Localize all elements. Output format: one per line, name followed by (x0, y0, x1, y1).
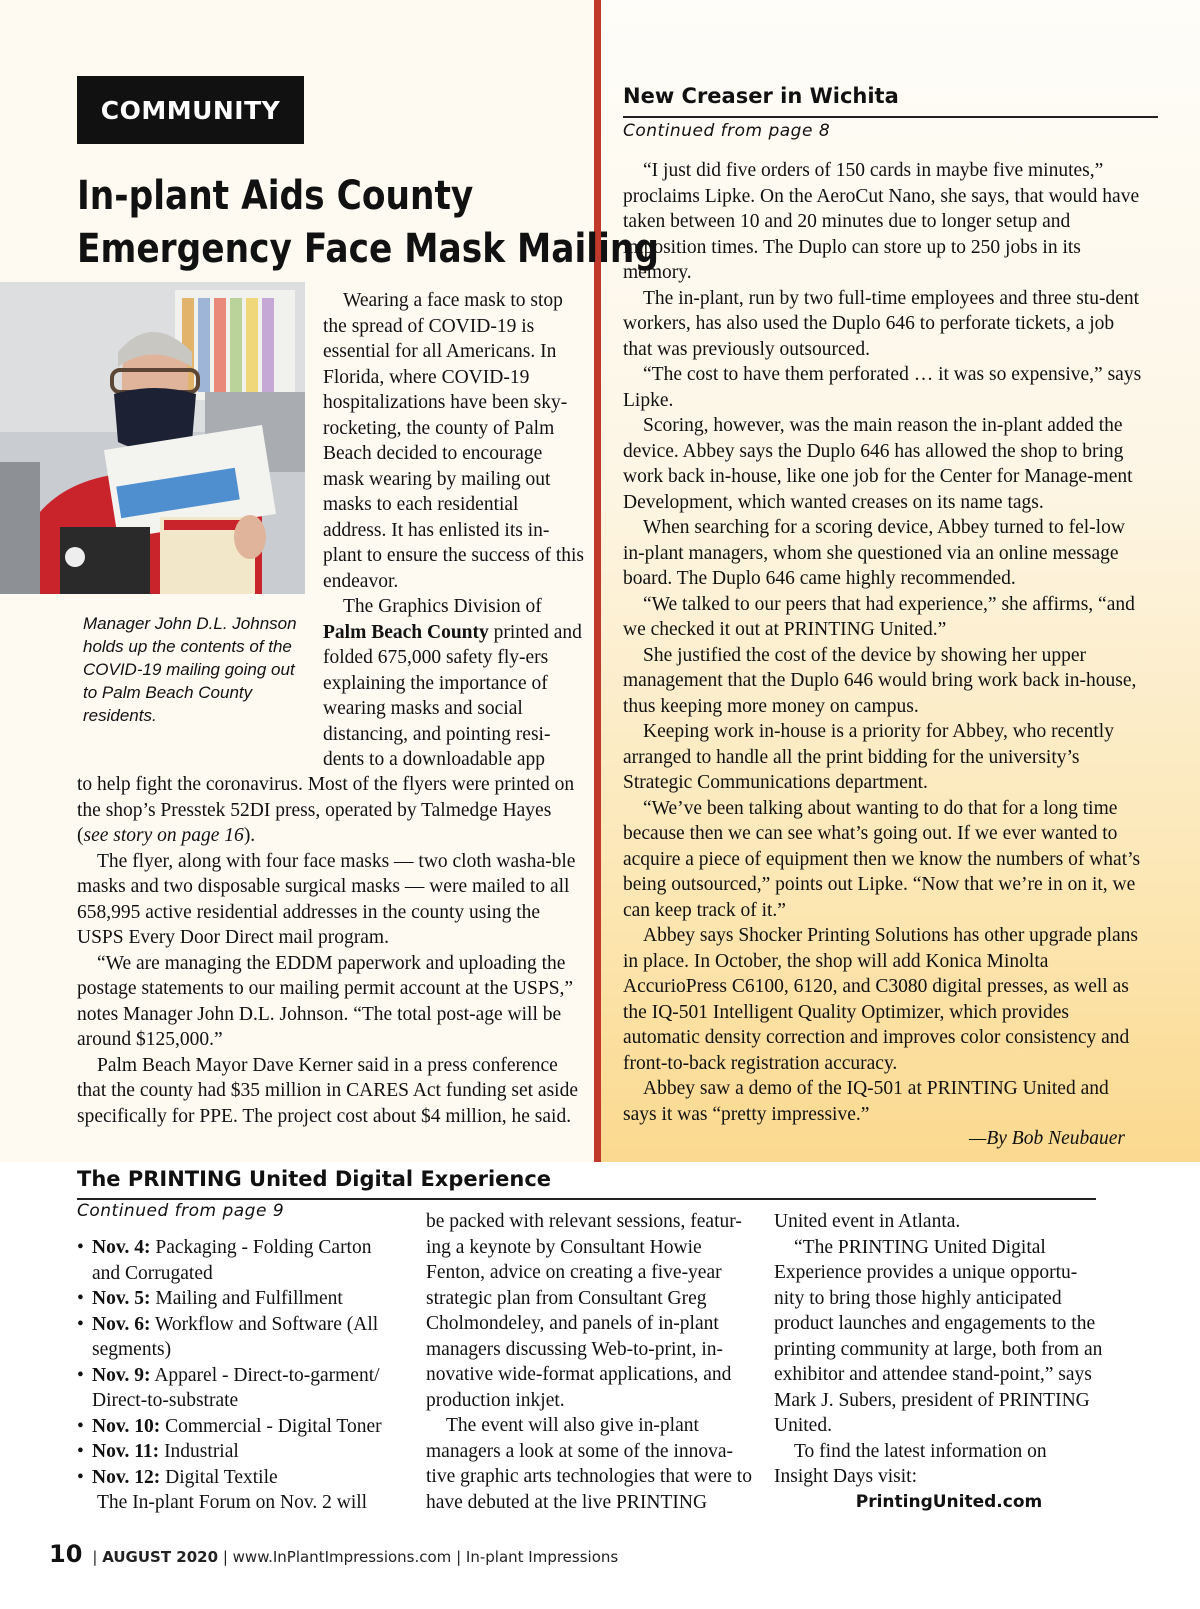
right-paragraph: The in-plant, run by two full-time employees and three stu-dent workers, has also used the Duplo 646 to perforate tickets, a job that was previously outsourced. (623, 287, 1140, 360)
right-headline-rule (623, 116, 1158, 118)
headline-line-1: In-plant Aids County (77, 173, 474, 219)
bottom-col2-paragraph-2: The event will also give in-plant managers a look at some of the innova-tive graphic arts technologies that were to have debuted at the live PRINTING (426, 1415, 752, 1513)
bottom-col3-paragraph-3: To find the latest information on Insight Days visit: (774, 1440, 1047, 1487)
paragraph-text: printed and folded 675,000 safety fly-ers explaining the importance of wearing masks and social distancing, and pointing resi-dents to a downloadable app (323, 621, 582, 770)
footer-separator: | (218, 1548, 233, 1566)
footer-separator: | (92, 1548, 103, 1566)
bottom-col3-paragraph-1: United event in Atlanta. (774, 1211, 961, 1232)
schedule-item (77, 1414, 399, 1440)
left-paragraph-2-continued (77, 772, 587, 849)
schedule-topic: Apparel - Direct-to-garment/ Direct-to-substrate (92, 1364, 380, 1411)
schedule-date: Nov. 4: (92, 1237, 151, 1258)
red-column-divider (594, 0, 601, 1162)
schedule-item (77, 1363, 399, 1414)
schedule-item (77, 1235, 399, 1286)
schedule-item (77, 1439, 399, 1465)
issue-date: AUGUST 2020 (102, 1548, 219, 1566)
section-label-box (77, 76, 304, 144)
schedule-topic: Mailing and Fulfillment (155, 1288, 343, 1309)
schedule-topic: Digital Textile (165, 1466, 278, 1488)
right-article-column (623, 158, 1143, 1127)
bottom-column-2 (426, 1209, 752, 1515)
schedule-topic: Commercial - Digital Toner (165, 1415, 382, 1437)
photo-illustration (0, 282, 305, 594)
schedule-date: Nov. 10: (92, 1415, 161, 1437)
left-paragraph-2 (323, 594, 585, 773)
left-article-headline (77, 170, 659, 276)
bottom-column-1 (77, 1235, 399, 1516)
left-article-intro-column (323, 288, 585, 773)
right-paragraph: “The cost to have them perforated … it was so expensive,” says Lipke. (623, 364, 1142, 411)
footer-text (92, 1548, 618, 1566)
right-paragraph: Keeping work in-house is a priority for Abbey, who recently arranged to handle all the print bidding for the university’s Strategic Communications department. (623, 721, 1114, 793)
bottom-article-headline: The PRINTING United Digital Experience (77, 1167, 552, 1191)
bottom-column-3 (774, 1209, 1104, 1515)
right-paragraph: Scoring, however, was the main reason the in-plant added the device. Abbey says the Duplo 646 has allowed the shop to bring work back in-house, like one job for the Center for Manage-ment Development, which wanted creases on its name tags. (623, 415, 1133, 513)
magazine-name: In-plant Impressions (465, 1548, 619, 1566)
right-continued-note: Continued from page 8 (623, 121, 831, 141)
bottom-col1-tail: The In-plant Forum on Nov. 2 will (97, 1492, 368, 1513)
right-paragraph: “I just did five orders of 150 cards in maybe five minutes,” proclaims Lipke. On the AeroCut Nano, she says, that would have taken between 10 and 20 minutes due to longer setup and imposition times. The Duplo can store up to 250 jobs in its memory. (623, 160, 1140, 283)
photo-caption: Manager John D.L. Johnson holds up the contents of the COVID-19 mailing going out to Palm Beach County residents. (83, 614, 297, 725)
right-paragraph: Abbey says Shocker Printing Solutions has other upgrade plans in place. In October, the shop will add Konica Minolta AccurioPress C6100, 6120, and C3080 digital presses, as well as the IQ-501 Intelligent Quality Optimizer, which provides automatic density correction and improves color consistency and front-to-back registration accuracy. (623, 925, 1139, 1074)
bottom-headline-rule (77, 1198, 1096, 1200)
printing-united-link[interactable]: PrintingUnited.com (855, 1491, 1043, 1512)
story-reference: see story on page 16 (83, 825, 244, 846)
page-number: 10 (49, 1540, 83, 1568)
schedule-date: Nov. 11: (92, 1441, 160, 1462)
paragraph-text: to help fight the coronavirus. Most of the flyers were printed on the shop’s Presstek 52DI press, operated by Talmedge Hayes ( (77, 774, 575, 846)
left-article-wide-column (77, 772, 587, 1129)
schedule-item (77, 1286, 399, 1312)
right-paragraph: When searching for a scoring device, Abbey turned to fel-low in-plant managers, whom she questioned via an online message board. The Duplo 646 came highly recommended. (623, 517, 1125, 589)
right-paragraph: “We’ve been talking about wanting to do that for a long time because then we can see what’s going out. If we ever wanted to acquire a piece of equipment then we know the numbers of what’s being outsourced,” points out Lipke. “Now that we’re in on it, we can keep track of it.” (623, 797, 1141, 921)
schedule-item (77, 1465, 399, 1491)
schedule-date: Nov. 12: (92, 1466, 161, 1488)
right-paragraph: “We talked to our peers that had experience,” she affirms, “and we checked it out at PRINTING United.” (623, 593, 1135, 640)
schedule-topic: Workflow and Software (All segments) (92, 1313, 379, 1360)
paragraph-text: ). (243, 825, 256, 846)
left-paragraph-4: “We are managing the EDDM paperwork and uploading the postage statements to our mailing permit account at the USPS,” notes Manager John D.L. Johnson. “The total post-age will be around $125,000.” (77, 952, 574, 1050)
paragraph-text: The Graphics Division of (343, 596, 542, 617)
right-paragraph: She justified the cost of the device by showing her upper management that the Duplo 646 would bring work back in-house, thus keeping more money on campus. (623, 644, 1137, 717)
left-paragraph-1: Wearing a face mask to stop the spread of COVID-19 is essential for all Americans. In Florida, where COVID-19 hospitalizations have been sky-rocketing, the county of Palm Beach decided to encourage mask wearing by mailing out masks to each residential address. It has enlisted its in-plant to ensure the success of this endeavor. (323, 290, 585, 592)
right-paragraph: Abbey saw a demo of the IQ-501 at PRINTING United and says it was “pretty impressive.” (623, 1078, 1109, 1125)
left-paragraph-5: Palm Beach Mayor Dave Kerner said in a press conference that the county had $35 million in CARES Act funding set aside specifically for PPE. The project cost about $4 million, he said. (77, 1054, 578, 1127)
bottom-col2-paragraph-1: be packed with relevant sessions, featur-ing a keynote by Consultant Howie Fenton, advice on creating a five-year strategic plan from Consultant Greg Cholmondeley, and panels of in-plant managers discussing Web-to-print, in-novative wide-format applications, and production inkjet. (426, 1211, 742, 1411)
schedule-topic: Packaging - Folding Carton and Corrugated (92, 1237, 372, 1284)
website-link[interactable]: www.InPlantImpressions.com (232, 1548, 452, 1566)
schedule-date: Nov. 5: (92, 1288, 151, 1309)
right-article-headline: New Creaser in Wichita (623, 84, 899, 108)
footer-separator: | (451, 1548, 466, 1566)
page-footer (49, 1540, 618, 1568)
article-photo (0, 282, 305, 594)
left-paragraph-3: The flyer, along with four face masks — two cloth washa-ble masks and two disposable surgical masks — were mailed to all 658,995 active residential addresses in the county using the USPS Every Door Direct mail program. (77, 850, 576, 948)
schedule-date: Nov. 9: (92, 1364, 151, 1386)
section-label: COMMUNITY (100, 95, 281, 125)
schedule-date: Nov. 6: (92, 1313, 151, 1335)
byline: —By Bob Neubauer (969, 1128, 1125, 1149)
headline-line-2: Emergency Face Mask Mailing (77, 226, 659, 272)
bottom-continued-note: Continued from page 9 (77, 1201, 285, 1221)
county-name: Palm Beach County (323, 621, 489, 643)
schedule-list (77, 1235, 399, 1490)
bottom-col3-paragraph-2: “The PRINTING United Digital Experience provides a unique opportu-nity to bring those highly anticipated product launches and engagements to the printing community at large, both from an exhibitor and attendee stand-point,” says Mark J. Subers, president of PRINTING United. (774, 1236, 1103, 1436)
schedule-item (77, 1312, 399, 1363)
schedule-topic: Industrial (164, 1441, 239, 1462)
